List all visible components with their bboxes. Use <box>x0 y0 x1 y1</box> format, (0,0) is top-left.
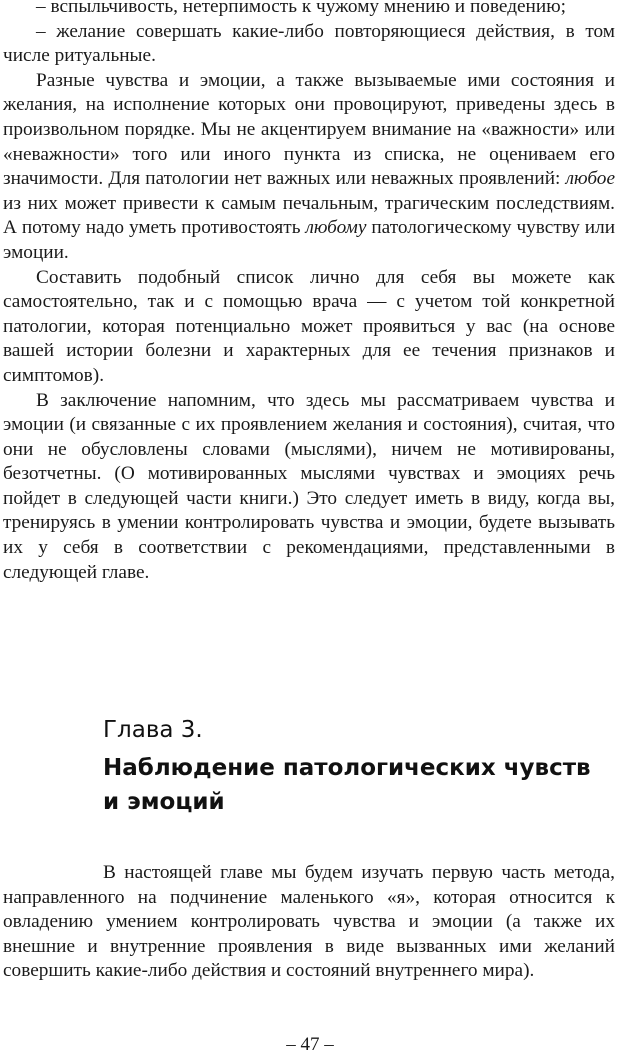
list-item-repetitive-actions: – желание совершать какие-либо повторяющиеся действия, в том числе ритуальные. <box>3 20 615 67</box>
paragraph-personal-list: Составить подобный список лично для себя вы можете как самостоятельно, так и с помощью врача — с учетом той конкретной патологии, которая потенциально может проявиться у вас (на основе вашей истории болезни и характерных для ее течения признаков и симптомов). <box>3 266 615 386</box>
chapter-label: Глава 3. <box>103 717 203 743</box>
emphasis-text: любое <box>565 168 615 190</box>
paragraph-text: патологическому чувству или эмоции. <box>3 217 616 263</box>
chapter-intro <box>3 861 615 984</box>
list-item-irritability: – вспыльчивость, нетерпимость к чужому мнению и поведению; <box>36 0 566 17</box>
paragraph-chapter-intro: В настоящей главе мы будем изучать первую часть метода, направленного на подчинение маленького «я», которая относится к овладению умением контролировать чувства и эмоции (а также их внешние и внутренние проявления в виде вызванных ими желаний совершить какие-либо действия и состояний внутреннего мира). <box>3 862 615 982</box>
emphasis-text: любому <box>305 217 367 239</box>
paragraph-conclusion: В заключение напомним, что здесь мы рассматриваем чувства и эмоции (и связанные с их проявлением желания и состояния), считая, что они не обусловлены словами (мыслями), ничем не мотивированы, безотчетны. (О мотивированных мыслями чувствах и эмоциях речь пойдет в следующей части книги.) Это следует иметь в виду, когда вы, тренируясь в умении контролировать чувства и эмоции, будете вызывать их у себя в соответствии с рекомендациями, представленными в следующей главе. <box>3 389 615 583</box>
paragraph-text: Разные чувства и эмоции, а также вызываемые ими состояния и желания, на исполнение которых они провоцируют, приведены здесь в произвольном порядке. Мы не акцентируем внимание на «важности» или «неважности» того или иного пункта из списка, не оцениваем его значимости. Для патологии нет важных или неважных проявлений: <box>3 69 615 190</box>
paragraph-text: из них может привести к самым печальным, трагическим последствиям. А потому надо уметь противостоять <box>3 192 615 239</box>
paragraph-arbitrary-order <box>3 69 615 266</box>
body-text <box>3 0 615 585</box>
page-number: – 47 – <box>286 1034 334 1055</box>
chapter-title: Наблюдение патологических чувств и эмоций <box>103 755 591 815</box>
chapter-heading <box>103 715 603 819</box>
